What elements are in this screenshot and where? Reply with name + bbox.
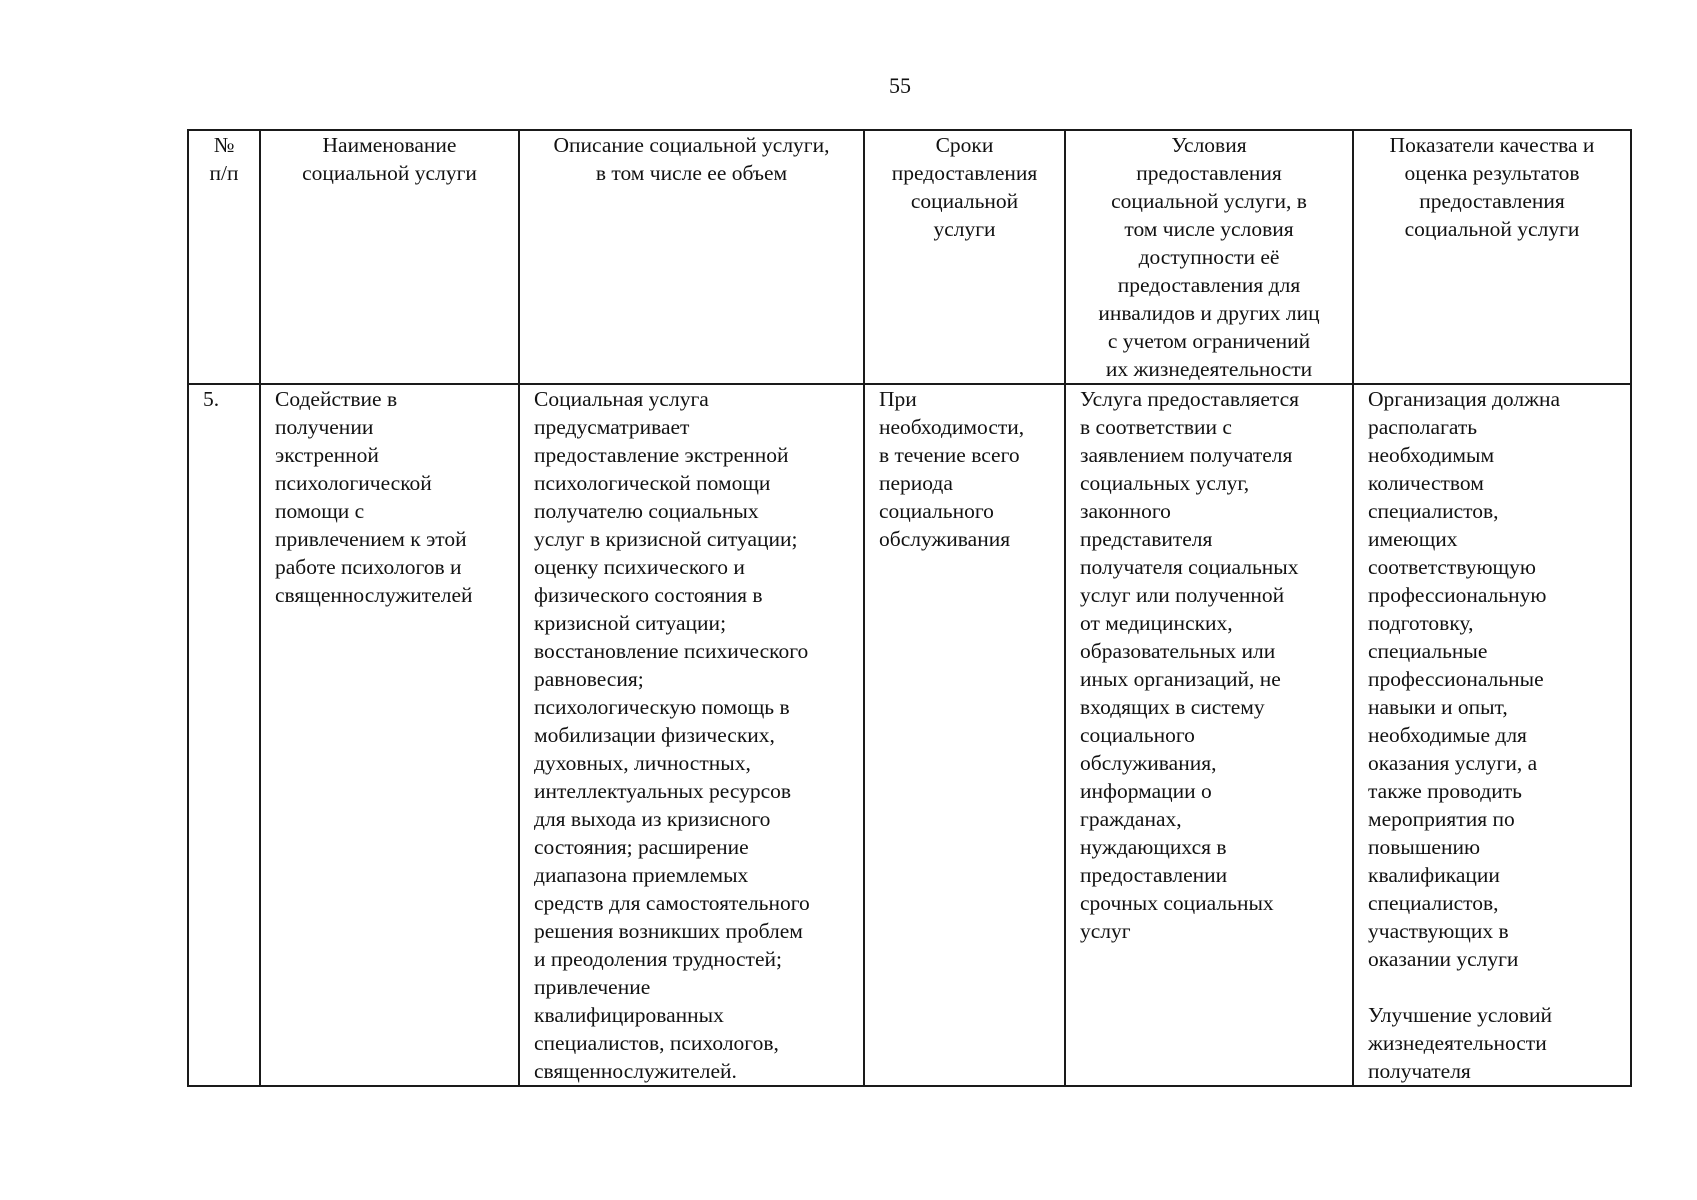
header-service-terms: Сроки предоставления социальной услуги — [864, 130, 1065, 384]
row-number: 5. — [188, 384, 260, 1086]
paragraph-gap — [1368, 973, 1616, 1001]
social-services-table — [187, 129, 1632, 1087]
page-number: 55 — [889, 73, 911, 98]
table-row — [188, 384, 1631, 1086]
row-service-name: Содействие в получении экстренной психологической помощи с привлечением к этой работе психологов и священнослужителей — [260, 384, 519, 1086]
row-service-conditions: Услуга предоставляется в соответствии с заявлением получателя социальных услуг, законного представителя получателя социальных услуг или полученной от медицинских, образовательных или иных организаций, не входящих в систему социального обслуживания, информации о гражданах, нуждающихся в предоставлении срочных социальных услуг — [1065, 384, 1353, 1086]
header-number: № п/п — [188, 130, 260, 384]
table-header-row — [188, 130, 1631, 384]
quality-result-text: Улучшение условий жизнедеятельности получателя — [1368, 1003, 1553, 1083]
header-quality-indicators: Показатели качества и оценка результатов предоставления социальной услуги — [1353, 130, 1631, 384]
header-service-conditions: Условия предоставления социальной услуги, в том числе условия доступности её предоставления для инвалидов и других лиц с учетом ограничений их жизнедеятельности — [1065, 130, 1353, 384]
row-service-terms: При необходимости, в течение всего периода социального обслуживания — [864, 384, 1065, 1086]
quality-requirements-text: Организация должна располагать необходимым количеством специалистов, имеющих соответствующую профессиональную подготовку, специальные профессиональные навыки и опыт, необходимые для оказания услуги, а также проводить мероприятия по повышению квалификации специалистов, участвующих в оказании услуги — [1368, 387, 1560, 971]
row-service-description: Социальная услуга предусматривает предоставление экстренной психологической помощи получателю социальных услуг в кризисной ситуации; оценку психического и физического состояния в кризисной ситуации; восстановление психического равновесия; психологическую помощь в мобилизации физических, духовных, личностных, интеллектуальных ресурсов для выхода из кризисного состояния; расширение диапазона приемлемых средств для самостоятельного решения возникших проблем и преодоления трудностей; привлечение квалифицированных специалистов, психологов, священнослужителей. — [519, 384, 864, 1086]
header-service-name: Наименование социальной услуги — [260, 130, 519, 384]
header-service-description: Описание социальной услуги, в том числе ее объем — [519, 130, 864, 384]
row-quality-indicators — [1353, 384, 1631, 1086]
